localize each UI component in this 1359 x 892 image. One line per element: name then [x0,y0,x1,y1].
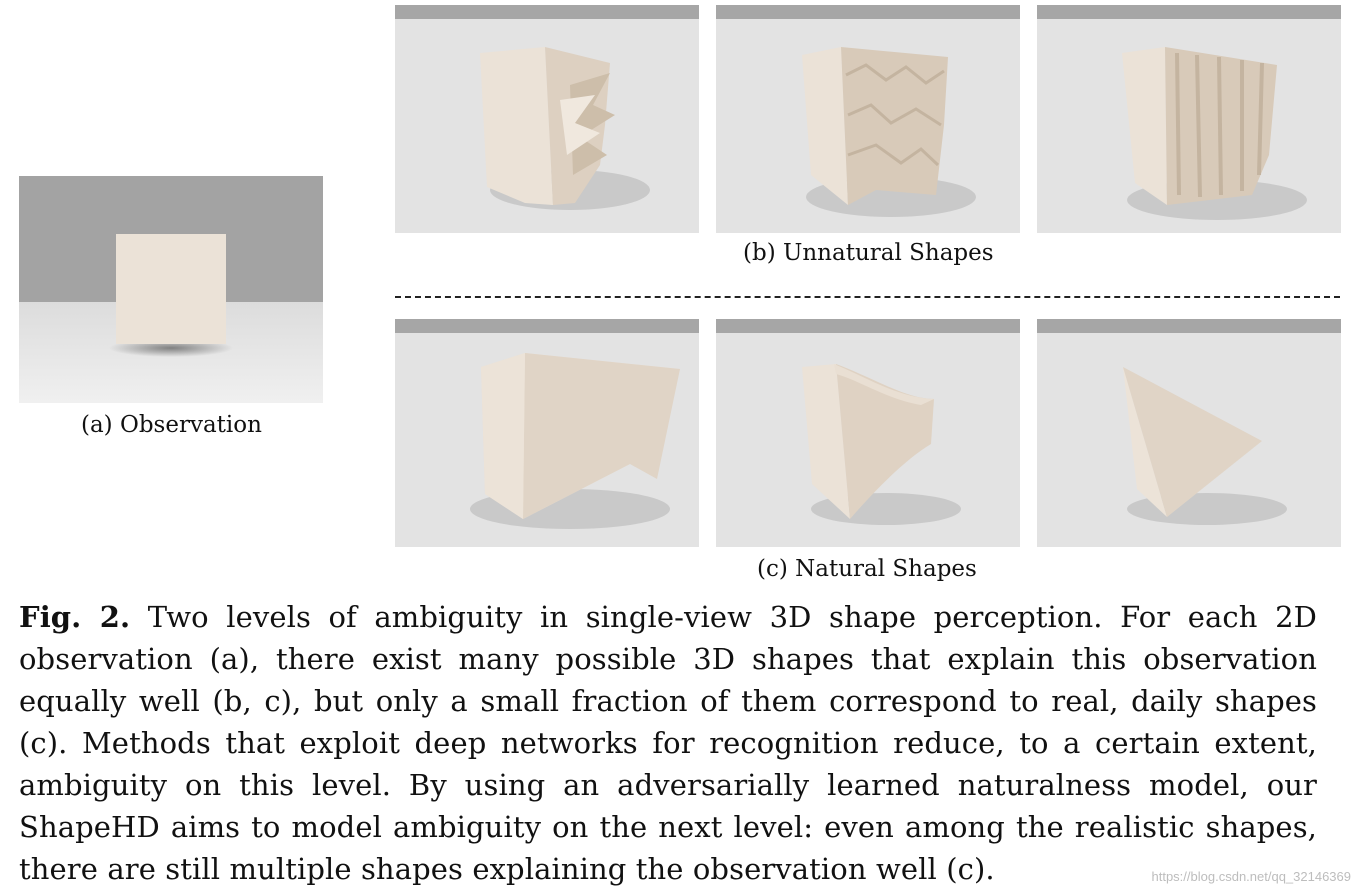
cube-shape [116,234,226,344]
natural-caption: (c) Natural Shapes [757,556,977,582]
natural-shape-image-2 [716,319,1020,547]
figure-caption [19,596,1317,890]
observation-caption: (a) Observation [81,412,262,438]
unnatural-shape-image-2 [716,5,1020,233]
unnatural-shape-image-1 [395,5,699,233]
figure-label: Fig. 2. [19,600,131,634]
unnatural-shape-image-3 [1037,5,1341,233]
natural-shape-image-1 [395,319,699,547]
observation-image [19,176,323,403]
unnatural-caption: (b) Unnatural Shapes [743,240,994,266]
figure-caption-text: Two levels of ambiguity in single-view 3D shape perception. For each 2D observation (a), there exist many possible 3D shapes that explain this observation equally well (b, c), but only a small fraction of them correspond to real, daily shapes (c). Methods that exploit deep networks for recognition reduce, to a certain extent, ambiguity on this level. By using an adversarially learned naturalness model, our ShapeHD aims to model ambiguity on the next level: even among the realistic shapes, there are still multiple shapes explaining the observation well (c). [19,600,1317,886]
row-divider [395,296,1340,298]
watermark: https://blog.csdn.net/qq_32146369 [1151,869,1351,884]
natural-shape-image-3 [1037,319,1341,547]
